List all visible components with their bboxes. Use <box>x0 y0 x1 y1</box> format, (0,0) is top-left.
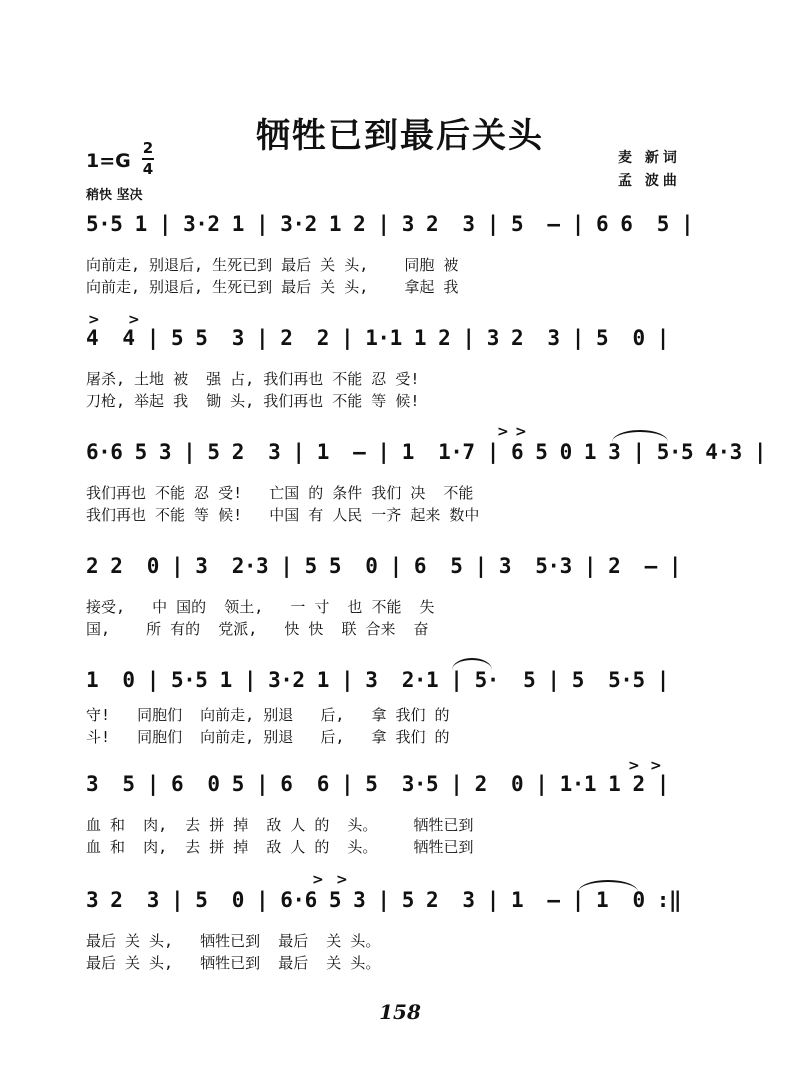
key-signature: 1=G <box>86 150 131 172</box>
system-3-lyrics-verse1: 我们再也 不能 忍 受! 亡国 的 条件 我们 决 不能 <box>86 484 474 502</box>
system-1-notes: 5·5 1 | 3·2 1 | 3·2 1 2 | 3 2 3 | 5 – | 6 6 5 | <box>86 212 694 236</box>
system-5-notes: 1 0 | 5·5 1 | 3·2 1 | 3 2·1 | 5· 5 | 5 5·5 | <box>86 668 669 692</box>
system-1-lyrics-verse2: 向前走, 别退后, 生死已到 最后 关 头, 拿起 我 <box>86 278 459 296</box>
system-6-lyrics-verse1: 血 和 肉, 去 拼 掉 敌 人 的 头。 牺牲已到 <box>86 816 474 834</box>
system-3-lyrics-verse2: 我们再也 不能 等 候! 中国 有 人民 一齐 起来 数中 <box>86 506 480 524</box>
system-3-notes: 6·6 5 3 | 5 2 3 | 1 – | 1 1·7 | 6 5 0 1 3 | 5·5 4·3 | <box>86 440 767 464</box>
system-6-lyrics-verse2: 血 和 肉, 去 拼 掉 敌 人 的 头。 牺牲已到 <box>86 838 474 856</box>
page-number: 158 <box>379 1000 421 1024</box>
system-7-notes: 3 2 3 | 5 0 | 6·6 5 3 | 5 2 3 | 1 – | 1 0 :‖ <box>86 888 682 912</box>
accent-mark: > <box>515 424 527 440</box>
lyricist-credit: 麦 新词 <box>618 150 681 166</box>
system-4-lyrics-verse1: 接受, 中 国的 领土, 一 寸 也 不能 失 <box>86 598 435 616</box>
accent-mark: > <box>88 312 100 328</box>
system-7-lyrics-verse1: 最后 关 头, 牺牲已到 最后 关 头。 <box>86 932 381 950</box>
accent-mark: > <box>128 312 140 328</box>
system-2-lyrics-verse2: 刀枪, 举起 我 锄 头, 我们再也 不能 等 候! <box>86 392 420 410</box>
tempo-marking: 稍快 坚决 <box>86 188 143 203</box>
system-2-lyrics-verse1: 屠杀, 土地 被 强 占, 我们再也 不能 忍 受! <box>86 370 420 388</box>
system-1-lyrics-verse1: 向前走, 别退后, 生死已到 最后 关 头, 同胞 被 <box>86 256 459 274</box>
system-6-notes: 3 5 | 6 0 5 | 6 6 | 5 3·5 | 2 0 | 1·1 1 2 | <box>86 772 669 796</box>
time-signature-top: 2 <box>142 139 154 157</box>
system-5-lyrics-verse1: 守! 同胞们 向前走, 别退 后, 拿 我们 的 <box>86 706 450 724</box>
composer-credit: 孟 波曲 <box>618 173 681 189</box>
accent-mark: > <box>650 758 662 774</box>
time-signature <box>142 140 154 178</box>
system-4-notes: 2 2 0 | 3 2·3 | 5 5 0 | 6 5 | 3 5·3 | 2 – | <box>86 554 682 578</box>
accent-mark: > <box>628 758 640 774</box>
accent-mark: > <box>336 872 348 888</box>
accent-mark: > <box>497 424 509 440</box>
song-title: 牺牲已到最后关头 <box>256 116 544 156</box>
system-4-lyrics-verse2: 国, 所 有的 党派, 快 快 联 合来 奋 <box>86 620 429 638</box>
system-7-lyrics-verse2: 最后 关 头, 牺牲已到 最后 关 头。 <box>86 954 381 972</box>
time-signature-bottom: 4 <box>142 160 154 178</box>
accent-mark: > <box>312 872 324 888</box>
system-2-notes: 4 4 | 5 5 3 | 2 2 | 1·1 1 2 | 3 2 3 | 5 0 | <box>86 326 669 350</box>
system-5-lyrics-verse2: 斗! 同胞们 向前走, 别退 后, 拿 我们 的 <box>86 728 450 746</box>
